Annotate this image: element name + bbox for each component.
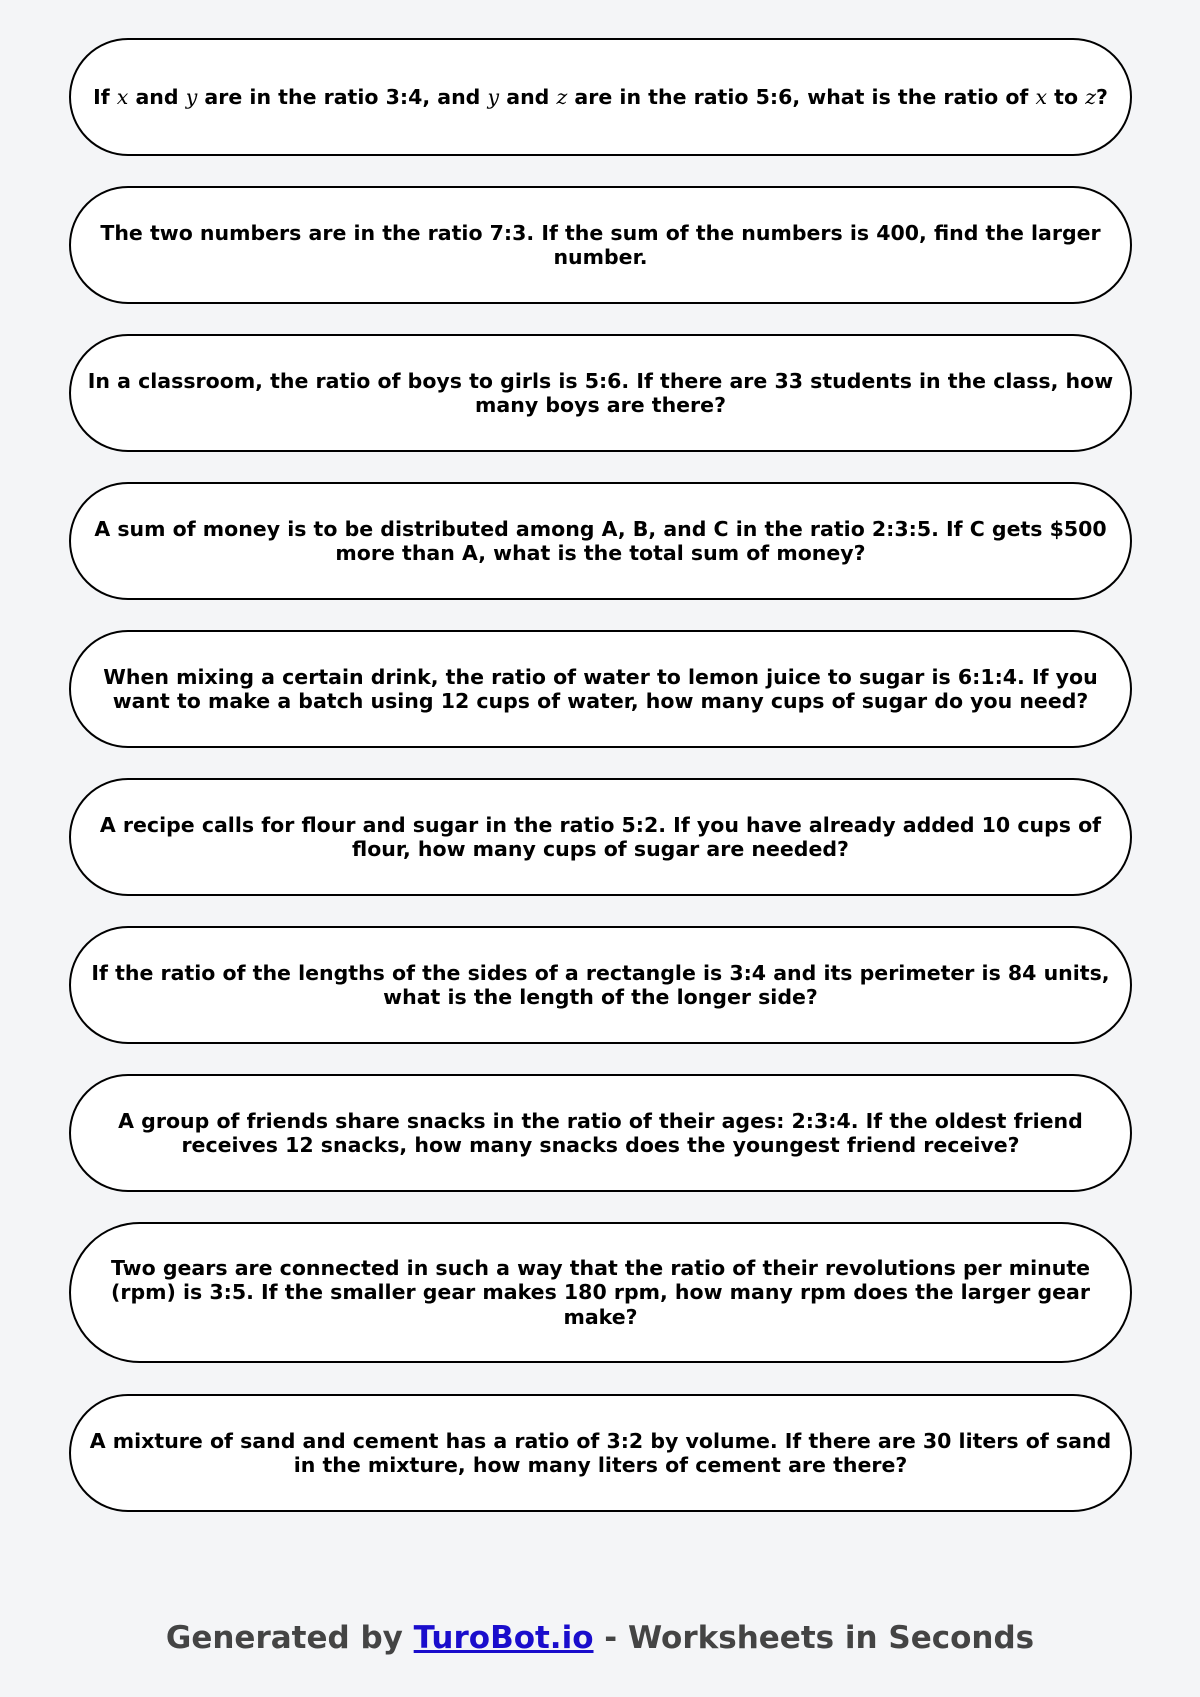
question-card [69, 334, 1132, 452]
question-text-segment: and [128, 84, 186, 109]
footer [0, 1618, 1200, 1658]
math-variable: z [556, 84, 568, 109]
question-text-segment: to [1047, 84, 1086, 109]
question-card [69, 1222, 1132, 1363]
question-card [69, 38, 1132, 156]
math-variable: x [1035, 84, 1048, 109]
question-text [93, 85, 1108, 110]
footer-prefix: Generated by [165, 1620, 414, 1656]
question-card [69, 926, 1132, 1044]
question-text: If the ratio of the lengths of the sides of a rectangle is 3:4 and its perimeter is 84 units, what is the length of the longer side? [91, 960, 1110, 1009]
question-text-segment: and [499, 84, 557, 109]
math-variable: y [487, 84, 500, 109]
question-text: In a classroom, the ratio of boys to girls is 5:6. If there are 33 students in the class, how many boys are there? [87, 368, 1114, 417]
turobot-link[interactable]: TuroBot.io [413, 1620, 594, 1656]
math-variable: y [185, 84, 198, 109]
question-list [69, 38, 1132, 1542]
question-card [69, 778, 1132, 896]
math-variable: x [116, 84, 129, 109]
question-card [69, 630, 1132, 748]
question-text: Two gears are connected in such a way that the ratio of their revolutions per minute (rpm) is 3:5. If the smaller gear makes 180 rpm, how many rpm does the larger gear make? [110, 1255, 1091, 1329]
question-text-segment: ? [1096, 84, 1108, 109]
question-text: The two numbers are in the ratio 7:3. If the sum of the numbers is 400, find the larger number. [100, 220, 1101, 269]
question-card [69, 186, 1132, 304]
question-card [69, 1074, 1132, 1192]
question-text: When mixing a certain drink, the ratio of water to lemon juice to sugar is 6:1:4. If you want to make a batch using 12 cups of water, how many cups of sugar do you need? [103, 664, 1098, 713]
question-text-segment: are in the ratio 3:4, and [197, 84, 488, 109]
question-text: A recipe calls for flour and sugar in the ratio 5:2. If you have already added 10 cups of flour, how many cups of sugar are needed? [99, 812, 1102, 861]
question-text: A sum of money is to be distributed among A, B, and C in the ratio 2:3:5. If C gets $500 more than A, what is the total sum of money? [94, 516, 1107, 565]
question-text: A group of friends share snacks in the ratio of their ages: 2:3:4. If the oldest friend receives 12 snacks, how many snacks does the youngest friend receive? [118, 1108, 1083, 1157]
question-text-segment: If [93, 84, 117, 109]
question-text-segment: are in the ratio 5:6, what is the ratio of [567, 84, 1036, 109]
question-card [69, 1394, 1132, 1512]
question-card [69, 482, 1132, 600]
footer-suffix: - Worksheets in Seconds [593, 1620, 1035, 1656]
question-text: A mixture of sand and cement has a ratio of 3:2 by volume. If there are 30 liters of sand in the mixture, how many liters of cement are there? [89, 1428, 1112, 1477]
math-variable: z [1085, 84, 1097, 109]
